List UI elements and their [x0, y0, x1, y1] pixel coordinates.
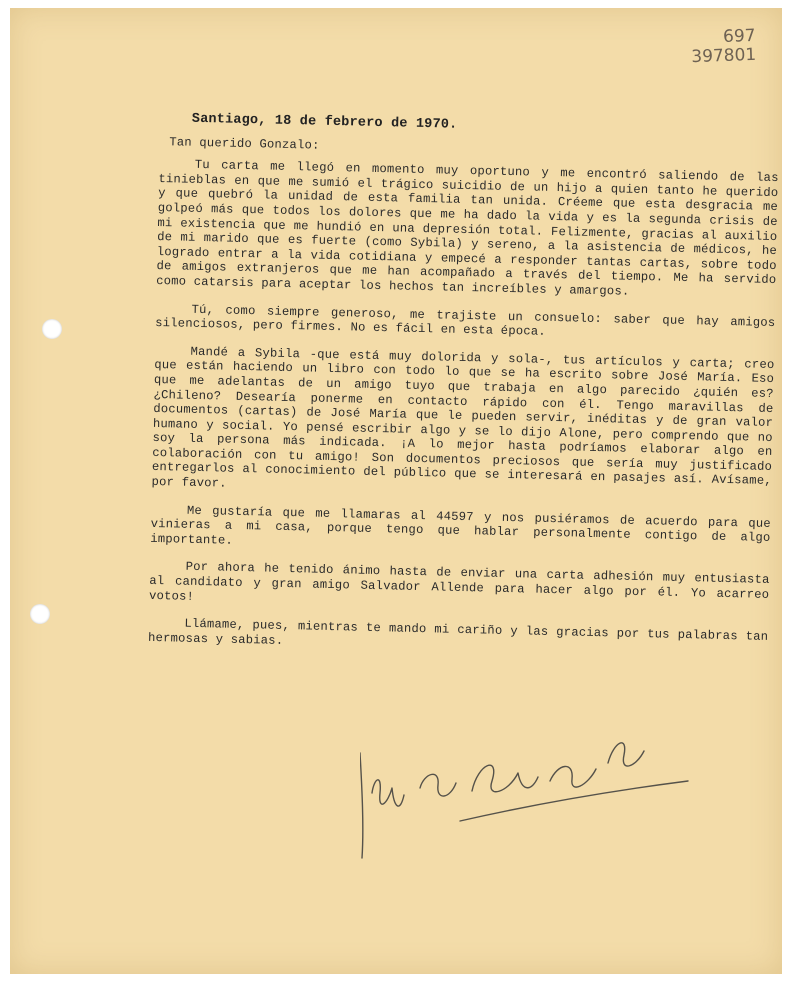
letter-body [148, 112, 780, 672]
punch-hole [30, 604, 50, 624]
letter-paragraph: Me gustaría que me llamaras al 44597 y nos pusiéramos de acuerdo para que vinieras a mi casa, porque tengo que hablar personalmente contigo de algo importante. [150, 503, 771, 548]
letter-salutation: Tan querido Gonzalo: [169, 134, 320, 153]
letter-paragraph: Mandé a Sybila -que está muy dolorida y sola-, tus artículos y carta; creo que están haciendo un libro con todo lo que se ha escrito sobre José María. Eso que me adelantas de un amigo tuyo que trabaja en algo parecido ¿quién es? ¿Chileno? Desearía ponerme en contacto rápido con él. Tengo maravillas de documentos (cartas) de José María que le pueden servir, inéditas y de gran valor humano y social. Yo pensé escribir algo y se lo dijo Alone, pero comprendo que no soy la persona más indicada. ¡A lo mejor hasta podríamos elaborar algo en colaboración con tu amigo! Son documentos preciosos que sería muy justificado entregarlos al conocimiento del público que se interesará en pasajes así. Avísame, por favor. [151, 344, 775, 491]
letter-paragraph: Tu carta me llegó en momento muy oportuno y me encontró saliendo de las tinieblas en que me sumió el trágico suicidio de un hijo a quien tanto he querido y que quebró la unidad de esta familia tan unida. Créeme que esta desgracia me golpeó más que todos los dolores que me ha dado la vida y es la segunda crisis de mi existencia que me hundió en una depresión total. Felizmente, gracias al auxilio de mi marido que es fuerte (como Sybila) y sereno, a la asistencia de médicos, he logrado entrar a la vida cotidiana y empecé a responder tantas cartas, sobre todo de amigos extranjeros que me han acompañado a través del tiempo. Me ha servido como catarsis para aceptar los hechos tan increíbles y amargos. [156, 157, 779, 299]
handwritten-signature [360, 733, 700, 863]
letter-paragraph: Tú, como siempre generoso, me trajiste un consuelo: saber que hay amigos silenciosos, pero firmes. No es fácil en esta época. [155, 302, 776, 339]
archive-code-line: 697 [722, 25, 756, 47]
archive-code-line: 397801 [691, 44, 757, 68]
letter-paragraph: Llámame, pues, mientras te mando mi cariño y las gracias por tus palabras tan hermosas y sabias. [147, 616, 769, 648]
letter-date: Santiago, 18 de febrero de 1970. [191, 111, 458, 133]
letter-paragraph: Por ahora he tenido ánimo hasta de enviar una carta adhesión muy entusiasta al candidato y gran amigo Salvador Allende para hacer algo por él. Yo acarreo votos! [148, 560, 770, 604]
punch-hole [42, 319, 62, 339]
letter-sheet [10, 8, 782, 974]
archive-code [690, 27, 756, 67]
